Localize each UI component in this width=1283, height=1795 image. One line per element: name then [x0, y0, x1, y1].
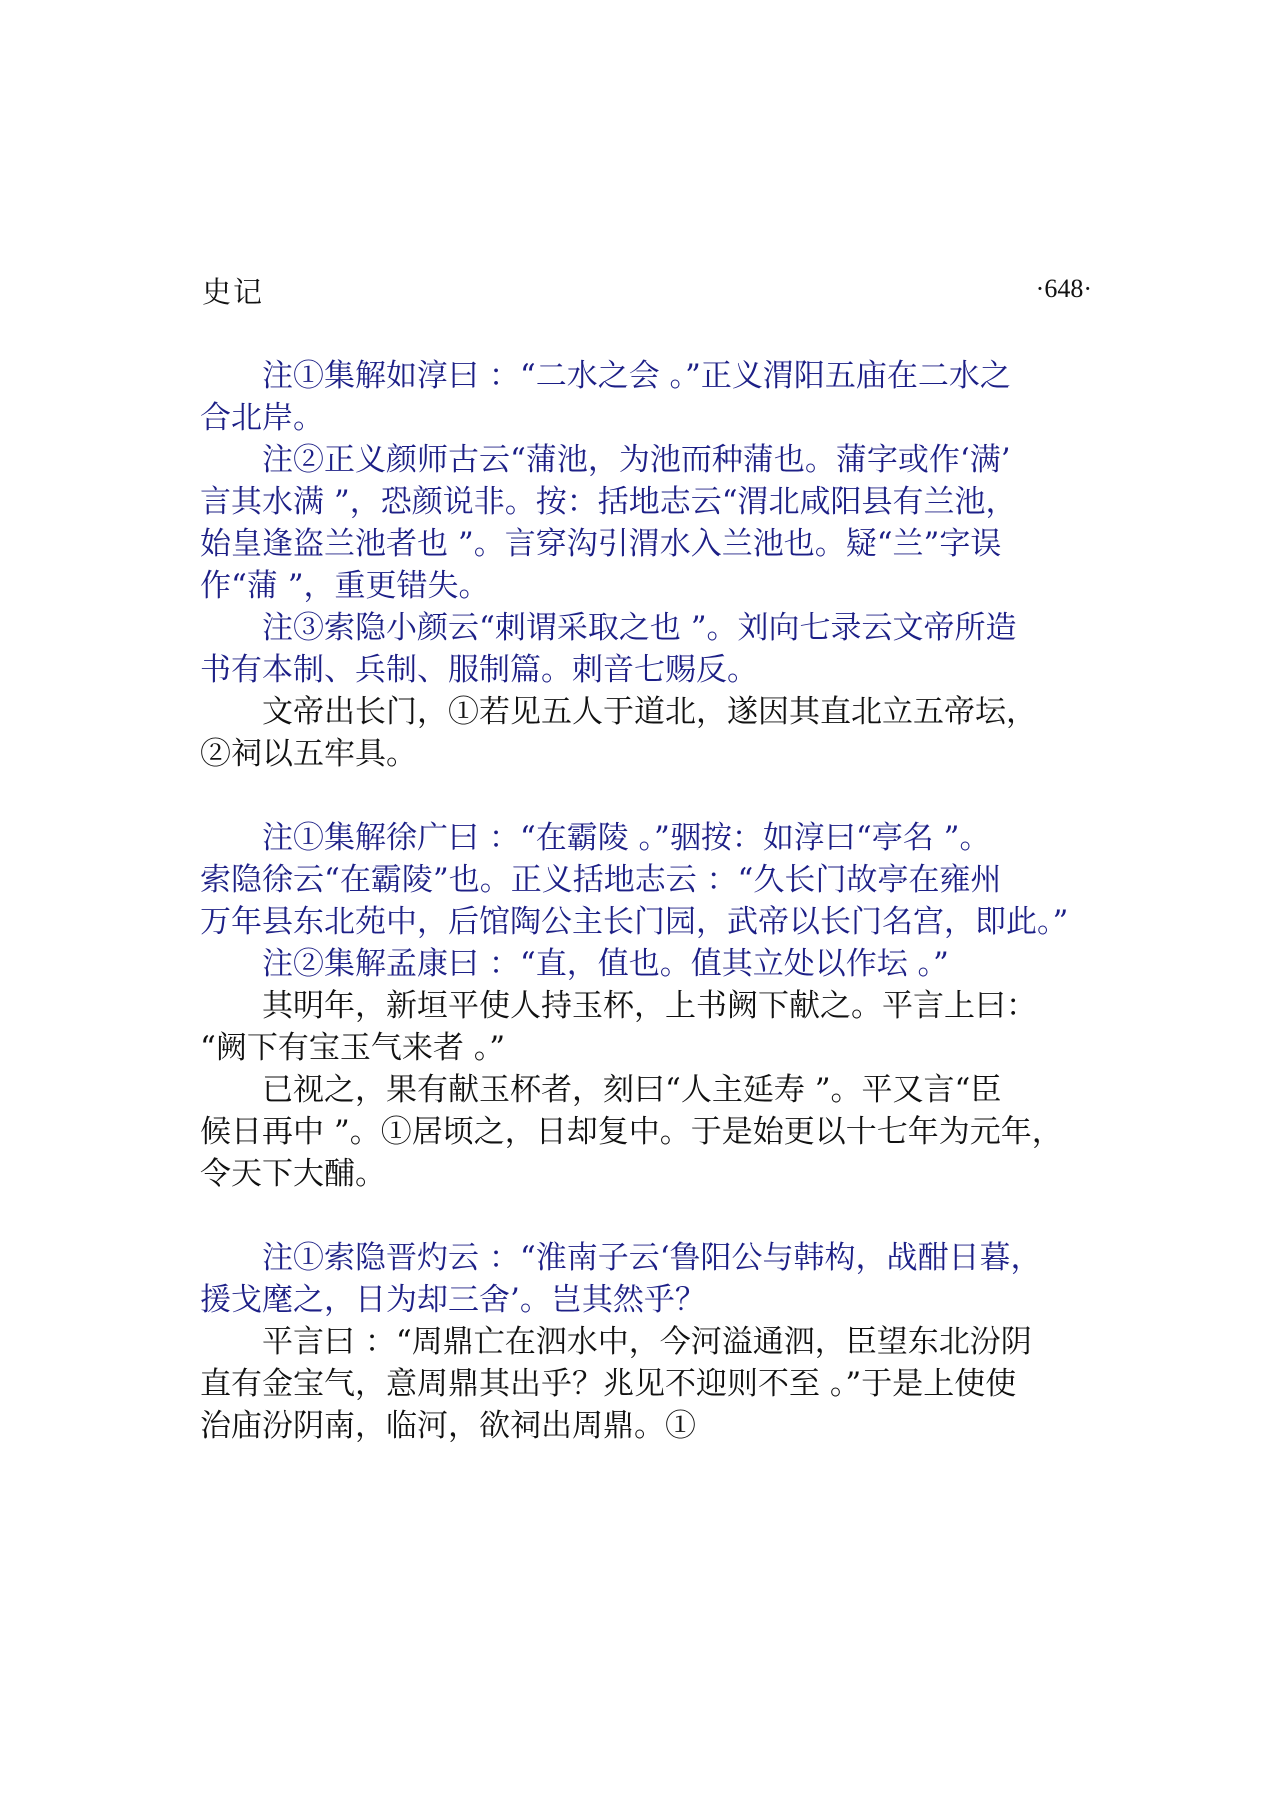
text-line: 援戈麾之，日为却三舍’。岂其然乎？	[200, 1282, 706, 1318]
book-title: 史记	[202, 275, 265, 309]
text-line: 注②集解孟康曰 ：“直，值也。值其立处以作坛 。”	[200, 946, 949, 982]
paragraph-gap	[200, 1195, 1100, 1237]
text-line: 注②正义颜师古云“蒲池，为池而种蒲也。蒲字或作‘满’	[200, 442, 1011, 478]
text-line: 文帝出长门，①若见五人于道北，遂因其直北立五帝坛，	[200, 694, 1037, 730]
text-line: ②祠以五牢具。	[200, 736, 417, 772]
text-line: 索隐徐云“在霸陵”也。正义括地志云 ：“久长门故亭在雍州	[200, 862, 1002, 898]
main-text-paragraph	[200, 985, 1100, 1069]
annotation-paragraph	[200, 1237, 1100, 1321]
text-line: 注①索隐晋灼云 ：“淮南子云‘鲁阳公与韩构，战酣日暮，	[200, 1240, 1042, 1276]
text-line: 注①集解如淳曰 ：“二水之会 。”正义渭阳五庙在二水之	[200, 358, 1011, 394]
text-line: 治庙汾阴南，临河，欲祠出周鼎。①	[200, 1408, 696, 1444]
page-number: ·648·	[1035, 274, 1092, 303]
annotation-paragraph	[200, 355, 1100, 439]
paragraph-gap	[200, 775, 1100, 817]
annotation-paragraph	[200, 607, 1100, 691]
text-line: 令天下大酺。	[200, 1156, 386, 1192]
text-line: 书有本制、兵制、服制篇。刺音七赐反。	[200, 652, 758, 688]
text-line: 注①集解徐广曰 ：“在霸陵 。”骃按：如淳曰“亭名 ”。	[200, 820, 991, 856]
text-line: 合北岸。	[200, 400, 324, 436]
main-text-paragraph	[200, 691, 1100, 775]
page-header	[202, 270, 1092, 310]
text-line: 万年县东北苑中，后馆陶公主长门园，武帝以长门名宫，即此。”	[200, 904, 1069, 940]
text-line: 平言曰 ：“周鼎亡在泗水中，今河溢通泗，臣望东北汾阴	[200, 1324, 1032, 1360]
text-line: 注③索隐小颜云“刺谓采取之也 ”。刘向七录云文帝所造	[200, 610, 1017, 646]
text-line: 候日再中 ”。①居顷之，日却复中。于是始更以十七年为元年，	[200, 1114, 1063, 1150]
annotation-paragraph	[200, 817, 1100, 943]
text-line: 始皇逢盗兰池者也 ”。言穿沟引渭水入兰池也。疑“兰”字误	[200, 526, 1002, 562]
text-line: 已视之，果有献玉杯者，刻曰“人主延寿 ”。平又言“臣	[200, 1072, 1002, 1108]
text-line: 直有金宝气，意周鼎其出乎？兆见不迎则不至 。”于是上使使	[200, 1366, 1017, 1402]
text-line: 言其水满 ”，恐颜说非。按：括地志云“渭北咸阳县有兰池，	[200, 484, 1017, 520]
text-line: 其明年，新垣平使人持玉杯，上书阙下献之。平言上曰：	[200, 988, 1037, 1024]
annotation-paragraph	[200, 943, 1100, 985]
annotation-paragraph	[200, 439, 1100, 607]
page-content	[200, 355, 1100, 1447]
text-line: 作“蒲 ”，重更错失。	[200, 568, 490, 604]
main-text-paragraph	[200, 1321, 1100, 1447]
main-text-paragraph	[200, 1069, 1100, 1195]
text-line: “阙下有宝玉气来者 。”	[200, 1030, 506, 1066]
